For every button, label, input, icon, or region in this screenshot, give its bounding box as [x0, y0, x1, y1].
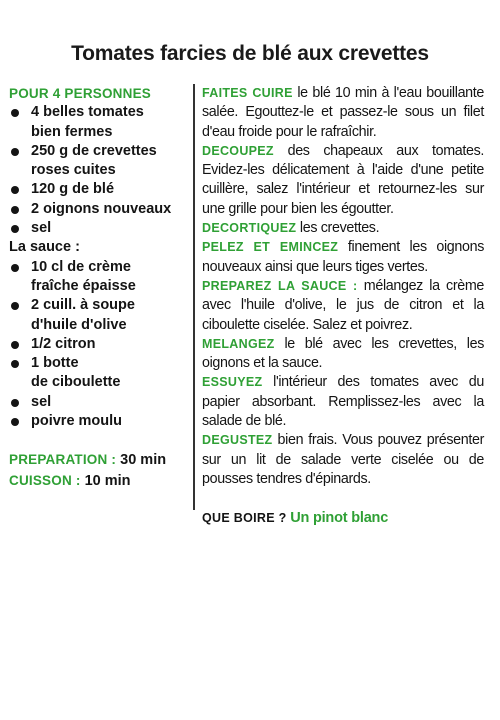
- ingredient-item: [9, 103, 189, 142]
- ingredient-list: [9, 103, 189, 431]
- recipe-step: [202, 373, 484, 431]
- step-text: mélangez la crème avec l'huile d'olive, le jus de citron et la ciboulette ciselée. Salez et poivrez.: [202, 277, 485, 333]
- step-text: bien frais. Vous pouvez présenter sur un lit de salade verte ciselée ou de pousses tendres d'épinards.: [202, 432, 484, 487]
- recipe-step: [202, 431, 484, 489]
- ingredient-line: 1/2 citron: [31, 335, 96, 352]
- step-keyword: DEGUSTEZ: [202, 433, 273, 448]
- recipe-step: [202, 238, 484, 277]
- ingredient-item: [9, 393, 189, 412]
- ingredient-line: 2 oignons nouveaux: [31, 200, 172, 217]
- ingredient-item: [9, 296, 189, 335]
- bullet-icon: [11, 399, 19, 407]
- servings-heading: POUR 4 PERSONNES: [9, 86, 151, 101]
- ingredient-item: [9, 180, 189, 199]
- ingredient-line: sel: [31, 220, 52, 237]
- prep-time-value: 30 min: [120, 452, 167, 469]
- ingredient-line: poivre moulu: [31, 413, 123, 430]
- bullet-icon: [11, 264, 19, 272]
- step-keyword: ESSUYEZ: [202, 375, 263, 390]
- ingredient-line: bien fermes: [31, 123, 113, 140]
- prep-time: [9, 450, 189, 470]
- ingredient-line: 1 botte: [31, 355, 79, 372]
- recipe-step: [202, 84, 484, 142]
- ingredient-subheading: [9, 238, 189, 257]
- ingredient-item: [9, 335, 189, 354]
- ingredient-item: [9, 258, 189, 297]
- drink-question: QUE BOIRE ?: [202, 511, 287, 526]
- step-text: des chapeaux aux tomates. Evidez-les délicatement à l'aide d'une petite cuillère, salez l'intérieur et retournez-les sur une grille pour bien les égoutter.: [202, 142, 484, 217]
- bullet-icon: [11, 341, 19, 349]
- step-list: [202, 84, 484, 489]
- step-text: finement les oignons nouveaux ainsi que leurs tiges vertes.: [202, 239, 484, 275]
- ingredient-item: [9, 354, 189, 393]
- step-text: le blé 10 min à l'eau bouillante salée. Egouttez-le et passez-le sous un filet d'eau froide pour le rafraîchir.: [202, 85, 484, 140]
- ingredient-item: [9, 219, 189, 238]
- bullet-icon: [11, 302, 19, 310]
- step-keyword: MELANGEZ: [202, 336, 275, 351]
- recipe-title: Tomates farcies de blé aux crevettes: [71, 42, 429, 65]
- instructions-column: [202, 84, 484, 529]
- ingredient-line: 4 belles tomates: [31, 104, 144, 121]
- ingredient-line: 2 cuill. à soupe: [31, 297, 135, 314]
- bullet-icon: [11, 360, 19, 368]
- recipe-step: [202, 142, 484, 219]
- ingredient-line: de ciboulette: [31, 374, 121, 391]
- step-keyword: DECORTIQUEZ: [202, 221, 297, 236]
- cook-time: [9, 471, 189, 491]
- step-text: l'intérieur des tomates avec du papier absorbant. Remplissez-les avec la salade de blé.: [202, 374, 484, 430]
- bullet-icon: [11, 186, 19, 194]
- bullet-icon: [11, 418, 19, 426]
- step-text: le blé avec les crevettes, les oignons et la sauce.: [202, 335, 485, 372]
- recipe-step: [202, 277, 484, 335]
- drink-suggestion: [202, 509, 484, 528]
- bullet-icon: [11, 109, 19, 117]
- ingredient-line: roses cuites: [31, 162, 116, 179]
- ingredient-line: 120 g de blé: [31, 181, 115, 198]
- step-keyword: PELEZ ET EMINCEZ: [202, 240, 339, 255]
- step-keyword: FAITES CUIRE: [202, 86, 293, 100]
- step-keyword: DECOUPEZ: [202, 143, 274, 158]
- ingredient-item: [9, 142, 189, 181]
- ingredient-line: d'huile d'olive: [31, 316, 127, 333]
- column-divider: [193, 84, 195, 510]
- ingredient-line: fraîche épaisse: [31, 277, 136, 294]
- bullet-icon: [11, 148, 19, 156]
- drink-answer: Un pinot blanc: [290, 510, 389, 527]
- ingredient-line: 250 g de crevettes: [31, 142, 157, 159]
- ingredients-column: [9, 84, 189, 491]
- recipe-step: [202, 219, 484, 238]
- ingredient-item: [9, 200, 189, 219]
- bullet-icon: [11, 225, 19, 233]
- cook-time-label: CUISSON :: [9, 472, 81, 488]
- recipe-step: [202, 335, 484, 374]
- ingredient-line: sel: [31, 393, 52, 410]
- cook-time-value: 10 min: [84, 472, 131, 489]
- ingredient-line: La sauce :: [9, 239, 80, 256]
- prep-time-label: PREPARATION :: [9, 452, 117, 468]
- ingredient-line: 10 cl de crème: [31, 258, 131, 275]
- step-text: les crevettes.: [299, 220, 380, 237]
- ingredient-item: [9, 412, 189, 431]
- bullet-icon: [11, 206, 19, 214]
- step-keyword: PREPAREZ LA SAUCE :: [202, 278, 358, 293]
